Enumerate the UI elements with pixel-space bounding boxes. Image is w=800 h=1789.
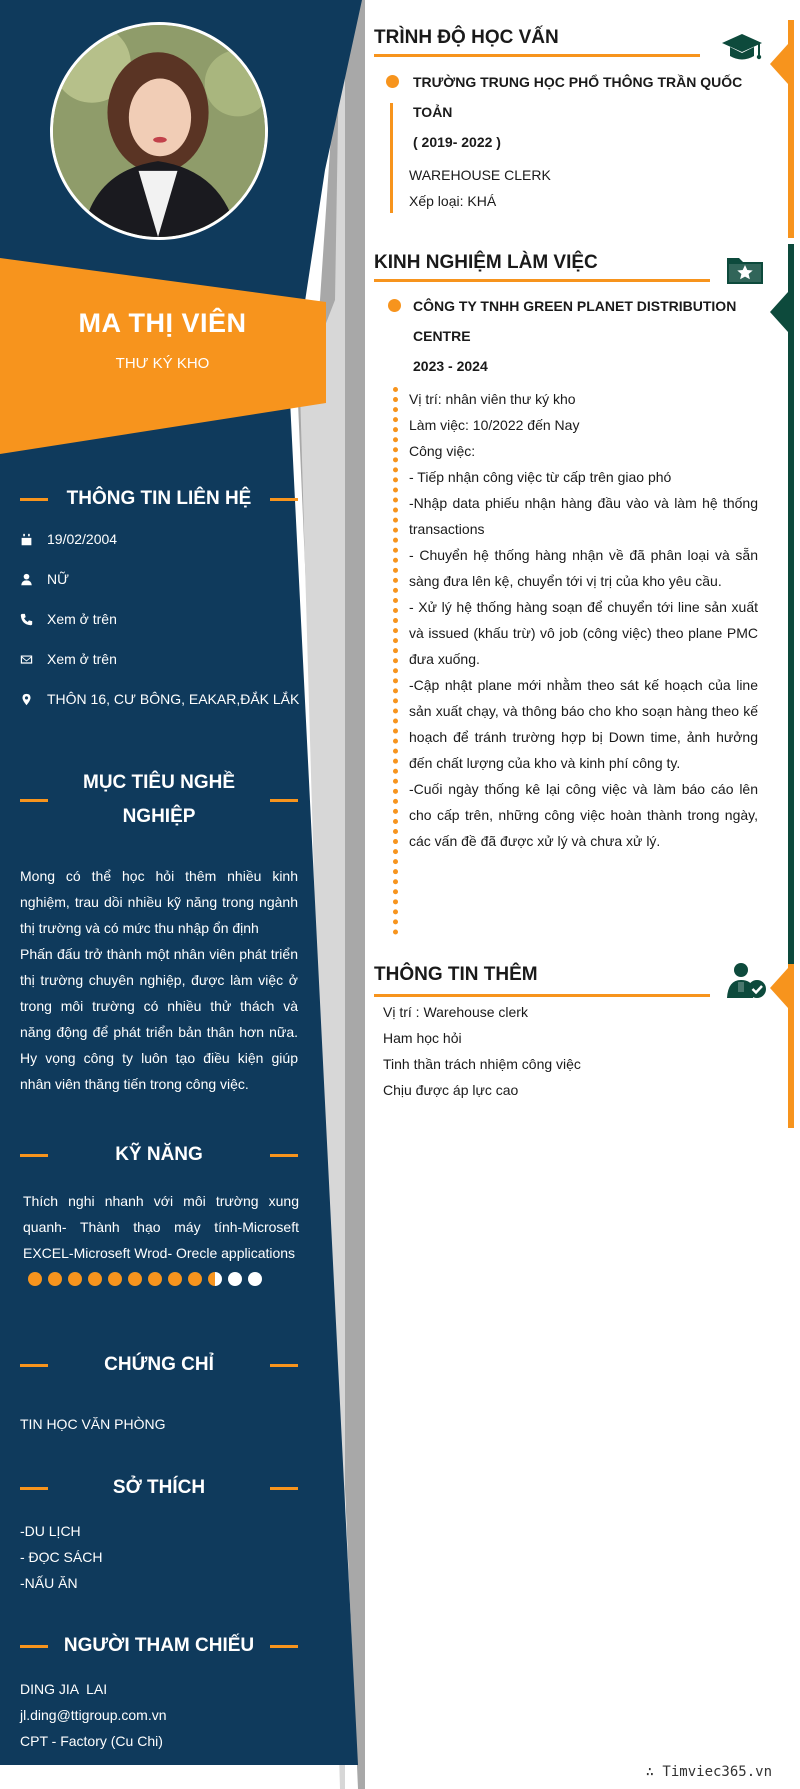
envelope-icon xyxy=(20,653,47,666)
experience-line: - Chuyển hệ thống hàng nhận về đã phân loại và sẵn sàng đưa lên kệ, chuyển tới vị trị của kho yêu cầu. xyxy=(409,547,758,589)
user-check-icon xyxy=(725,960,767,1000)
heading-bar-left xyxy=(20,1645,48,1648)
graduation-cap-icon xyxy=(720,30,764,66)
hobby-item: -NẤU ĂN xyxy=(20,1575,78,1591)
skill-dot xyxy=(248,1272,262,1286)
education-years: ( 2019- 2022 ) xyxy=(413,134,501,150)
objective-paragraph-2: Phấn đấu trở thành một nhân viên phát triển thị trường chuyên nghiệp, được làm việc ở trong môi trường có nhiều thử thách và năng động để phát triển bản thân hơn nữa. Hy vọng công ty luôn tạo điều kiện giúp nhân viên thăng tiến trong công việc. xyxy=(20,946,298,1092)
skill-dot xyxy=(208,1272,222,1286)
contact-email xyxy=(20,651,310,667)
skill-dot xyxy=(68,1272,82,1286)
certificate-item: TIN HỌC VĂN PHÒNG xyxy=(20,1416,166,1432)
certificates-heading-text: CHỨNG CHỈ xyxy=(104,1354,214,1375)
skill-dot xyxy=(228,1272,242,1286)
watermark: ∴ Timviec365.vn xyxy=(645,1764,772,1780)
profile-name: MA THỊ VIÊN xyxy=(78,308,247,338)
experience-details xyxy=(409,386,758,854)
profile-job-title: THƯ KÝ KHO xyxy=(115,355,210,372)
phone-icon xyxy=(20,613,47,626)
education-school: TRƯỜNG TRUNG HỌC PHỔ THÔNG TRẦN QUỐC TOẢN xyxy=(413,74,743,120)
heading-bar-right xyxy=(270,1487,298,1490)
experience-timeline xyxy=(393,387,398,935)
objective-paragraph-1: Mong có thể học hỏi thêm nhiều kinh nghiệm, trau dồi nhiều kỹ năng trong ngành thị trường và có mức thu nhập ổn định xyxy=(20,868,298,936)
additional-heading: THÔNG TIN THÊM xyxy=(374,964,538,985)
skill-dot xyxy=(28,1272,42,1286)
experience-years: 2023 - 2024 xyxy=(413,358,488,374)
experience-line: -Cuối ngày thống kê lại công việc và làm báo cáo lên cho cấp trên, những công việc hoàn thành trong ngày, các vấn đề đã được xử lý và chưa xử lý. xyxy=(409,781,758,849)
experience-company: CÔNG TY TNHH GREEN PLANET DISTRIBUTION CENTRE xyxy=(413,298,737,344)
avatar xyxy=(50,22,268,240)
contact-address xyxy=(20,691,310,707)
skills-heading xyxy=(20,1138,298,1172)
skill-dot xyxy=(148,1272,162,1286)
contact-gender xyxy=(20,571,310,587)
certificates-heading xyxy=(20,1348,298,1382)
heading-bar-right xyxy=(270,1645,298,1648)
additional-underline xyxy=(374,994,710,997)
skill-dot xyxy=(188,1272,202,1286)
heading-bar-right xyxy=(270,1364,298,1367)
email-value: Xem ở trên xyxy=(47,651,117,667)
hobbies-heading xyxy=(20,1471,298,1505)
contact-phone xyxy=(20,611,310,627)
experience-line: -Nhập data phiếu nhận hàng đầu vào và làm hệ thống transactions xyxy=(409,495,758,537)
skills-heading-text: KỸ NĂNG xyxy=(115,1144,203,1165)
heading-bar-right xyxy=(270,799,298,802)
hobby-item: - ĐỌC SÁCH xyxy=(20,1549,103,1565)
address-value: THÔN 16, CƯ BÔNG, EAKAR,ĐẮK LẮK xyxy=(47,691,300,707)
experience-bullet xyxy=(388,299,401,312)
heading-bar-left xyxy=(20,498,48,501)
experience-line: -Cập nhật plane mới nhằm theo sát kế hoạch của line sản xuất chạy, và thông báo cho kho soạn hàng theo kế hoạch để tránh trường hợp bị Down time, ảnh hưởng đến chất lượng của kho và kinh phí công ty. xyxy=(409,677,758,771)
skill-dot xyxy=(88,1272,102,1286)
references-info xyxy=(20,1676,298,1754)
heading-bar-left xyxy=(20,1487,48,1490)
education-line-2: Xếp loại: KHÁ xyxy=(409,193,497,209)
contact-birthday xyxy=(20,531,310,547)
folder-star-icon xyxy=(725,252,765,288)
additional-item: Ham học hỏi xyxy=(383,1030,462,1046)
contact-heading-text: THÔNG TIN LIÊN HỆ xyxy=(66,488,252,509)
additional-item: Tinh thần trách nhiệm công việc xyxy=(383,1056,581,1072)
skill-rating xyxy=(28,1272,262,1286)
experience-line: - Xử lý hệ thống hàng soạn để chuyển tới line sản xuất và issued (khấu trừ) vô job (công việc) theo plane PMC đưa xuống. xyxy=(409,599,758,667)
objective-heading-line2: NGHIỆP xyxy=(122,806,196,827)
education-bullet xyxy=(386,75,399,88)
references-heading-text: NGƯỜI THAM CHIẾU xyxy=(63,1635,255,1656)
experience-line: Làm việc: 10/2022 đến Nay xyxy=(409,417,580,433)
phone-value: Xem ở trên xyxy=(47,611,117,627)
hobbies-list xyxy=(20,1518,298,1596)
reference-email: jl.ding@ttigroup.com.vn xyxy=(20,1707,167,1723)
gender-value: NỮ xyxy=(47,571,70,587)
heading-bar-right xyxy=(270,1154,298,1157)
skill-dot xyxy=(168,1272,182,1286)
reference-company: CPT - Factory (Cu Chi) xyxy=(20,1733,163,1749)
map-pin-icon xyxy=(20,693,47,706)
hobbies-heading-text: SỞ THÍCH xyxy=(112,1477,206,1498)
objective-text xyxy=(20,863,298,1097)
experience-line: Công việc: xyxy=(409,443,476,459)
hobby-item: -DU LỊCH xyxy=(20,1523,81,1539)
additional-item: Vị trí : Warehouse clerk xyxy=(383,1004,528,1020)
objective-heading-text xyxy=(48,766,270,834)
experience-line: Vị trí: nhân viên thư ký kho xyxy=(409,391,576,407)
reference-name: DING JIA LAI xyxy=(20,1681,108,1697)
calendar-icon xyxy=(20,533,47,546)
skill-dot xyxy=(108,1272,122,1286)
education-details xyxy=(409,162,758,214)
additional-list xyxy=(383,999,743,1103)
heading-bar-left xyxy=(20,1154,48,1157)
heading-bar-right xyxy=(270,498,298,501)
birthday-value: 19/02/2004 xyxy=(47,531,118,547)
skills-text: Thích nghi nhanh với môi trường xung quanh- Thành thạo máy tính-Microseft EXCEL-Microseft Wrod- Orecle applications xyxy=(23,1193,299,1261)
person-icon xyxy=(20,573,47,586)
experience-line: - Tiếp nhận công việc từ cấp trên giao phó xyxy=(409,469,672,485)
objective-heading-line1: MỤC TIÊU NGHỀ xyxy=(83,772,235,793)
additional-item: Chịu được áp lực cao xyxy=(383,1082,519,1098)
contact-heading xyxy=(20,482,298,516)
education-timeline xyxy=(390,103,393,213)
objective-heading xyxy=(20,766,298,834)
experience-heading: KINH NGHIỆM LÀM VIỆC xyxy=(374,252,598,273)
heading-bar-left xyxy=(20,799,48,802)
profile-photo xyxy=(53,25,265,237)
skill-dot xyxy=(128,1272,142,1286)
education-line-1: WAREHOUSE CLERK xyxy=(409,167,551,183)
references-heading xyxy=(20,1629,298,1663)
education-heading: TRÌNH ĐỘ HỌC VẤN xyxy=(374,27,559,48)
skill-dot xyxy=(48,1272,62,1286)
heading-bar-left xyxy=(20,1364,48,1367)
education-underline xyxy=(374,54,700,57)
experience-underline xyxy=(374,279,710,282)
